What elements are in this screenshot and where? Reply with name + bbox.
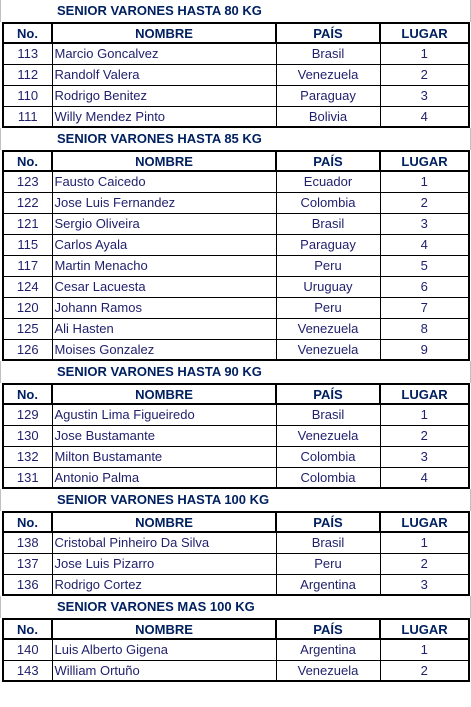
table-row <box>3 213 469 234</box>
athlete-country: Venezuela <box>276 425 380 446</box>
athlete-place: 2 <box>380 192 469 213</box>
athlete-place: 2 <box>380 660 469 681</box>
header-pais: PAÍS <box>276 151 380 171</box>
athlete-country: Brasil <box>276 43 380 64</box>
results-table <box>2 383 470 489</box>
section-title: SENIOR VARONES MAS 100 KG <box>0 596 471 618</box>
header-nombre: NOMBRE <box>52 512 276 532</box>
header-no: No. <box>3 619 52 639</box>
athlete-name: Rodrigo Cortez <box>52 574 276 595</box>
athlete-country: Brasil <box>276 213 380 234</box>
athlete-place: 2 <box>380 425 469 446</box>
header-pais: PAÍS <box>276 23 380 43</box>
athlete-place: 1 <box>380 43 469 64</box>
athlete-number: 131 <box>3 467 52 488</box>
athlete-number: 136 <box>3 574 52 595</box>
table-row <box>3 318 469 339</box>
athlete-name: William Ortuño <box>52 660 276 681</box>
table-row <box>3 171 469 192</box>
athlete-name: Sergio Oliveira <box>52 213 276 234</box>
athlete-name: Cesar Lacuesta <box>52 276 276 297</box>
header-lugar: LUGAR <box>380 512 469 532</box>
header-nombre: NOMBRE <box>52 384 276 404</box>
header-lugar: LUGAR <box>380 23 469 43</box>
athlete-name: Willy Mendez Pinto <box>52 106 276 127</box>
table-row <box>3 43 469 64</box>
athlete-number: 112 <box>3 64 52 85</box>
header-nombre: NOMBRE <box>52 619 276 639</box>
table-row <box>3 234 469 255</box>
athlete-country: Brasil <box>276 404 380 425</box>
athlete-number: 120 <box>3 297 52 318</box>
header-no: No. <box>3 384 52 404</box>
athlete-country: Peru <box>276 255 380 276</box>
athlete-country: Venezuela <box>276 318 380 339</box>
table-row <box>3 660 469 681</box>
athlete-number: 110 <box>3 85 52 106</box>
athlete-number: 143 <box>3 660 52 681</box>
athlete-name: Johann Ramos <box>52 297 276 318</box>
header-no: No. <box>3 512 52 532</box>
table-row <box>3 467 469 488</box>
athlete-country: Uruguay <box>276 276 380 297</box>
table-row <box>3 192 469 213</box>
athlete-name: Martin Menacho <box>52 255 276 276</box>
header-row <box>3 619 469 639</box>
athlete-country: Venezuela <box>276 339 380 360</box>
header-no: No. <box>3 151 52 171</box>
athlete-number: 129 <box>3 404 52 425</box>
athlete-place: 3 <box>380 85 469 106</box>
athlete-name: Ali Hasten <box>52 318 276 339</box>
table-row <box>3 532 469 553</box>
table-row <box>3 446 469 467</box>
header-row <box>3 151 469 171</box>
header-pais: PAÍS <box>276 619 380 639</box>
athlete-country: Colombia <box>276 192 380 213</box>
athlete-number: 137 <box>3 553 52 574</box>
athlete-place: 2 <box>380 553 469 574</box>
athlete-place: 2 <box>380 64 469 85</box>
table-row <box>3 404 469 425</box>
section-title: SENIOR VARONES HASTA 80 KG <box>0 0 471 22</box>
results-table <box>2 22 470 128</box>
athlete-name: Jose Luis Pizarro <box>52 553 276 574</box>
table-row <box>3 276 469 297</box>
table-row <box>3 64 469 85</box>
athlete-place: 1 <box>380 171 469 192</box>
results-table <box>2 150 470 361</box>
athlete-country: Argentina <box>276 574 380 595</box>
athlete-country: Colombia <box>276 467 380 488</box>
section-title: SENIOR VARONES HASTA 90 KG <box>0 361 471 383</box>
athlete-name: Luis Alberto Gigena <box>52 639 276 660</box>
header-nombre: NOMBRE <box>52 151 276 171</box>
athlete-number: 125 <box>3 318 52 339</box>
athlete-place: 5 <box>380 255 469 276</box>
header-row <box>3 23 469 43</box>
athlete-country: Paraguay <box>276 234 380 255</box>
athlete-number: 126 <box>3 339 52 360</box>
table-row <box>3 574 469 595</box>
header-nombre: NOMBRE <box>52 23 276 43</box>
athlete-number: 132 <box>3 446 52 467</box>
athlete-place: 1 <box>380 532 469 553</box>
athlete-number: 121 <box>3 213 52 234</box>
table-row <box>3 639 469 660</box>
athlete-name: Randolf Valera <box>52 64 276 85</box>
athlete-country: Colombia <box>276 446 380 467</box>
athlete-place: 4 <box>380 467 469 488</box>
athlete-place: 3 <box>380 574 469 595</box>
section-title: SENIOR VARONES HASTA 85 KG <box>0 128 471 150</box>
athlete-name: Marcio Goncalvez <box>52 43 276 64</box>
athlete-place: 1 <box>380 404 469 425</box>
athlete-number: 117 <box>3 255 52 276</box>
athlete-number: 115 <box>3 234 52 255</box>
athlete-name: Milton Bustamante <box>52 446 276 467</box>
header-row <box>3 512 469 532</box>
athlete-country: Peru <box>276 553 380 574</box>
header-lugar: LUGAR <box>380 151 469 171</box>
athlete-country: Venezuela <box>276 660 380 681</box>
athlete-country: Brasil <box>276 532 380 553</box>
athlete-number: 130 <box>3 425 52 446</box>
header-row <box>3 384 469 404</box>
header-lugar: LUGAR <box>380 619 469 639</box>
athlete-name: Agustin Lima Figueiredo <box>52 404 276 425</box>
athlete-place: 8 <box>380 318 469 339</box>
table-row <box>3 106 469 127</box>
athlete-number: 113 <box>3 43 52 64</box>
athlete-number: 124 <box>3 276 52 297</box>
athlete-name: Jose Bustamante <box>52 425 276 446</box>
athlete-number: 111 <box>3 106 52 127</box>
athlete-place: 7 <box>380 297 469 318</box>
athlete-number: 138 <box>3 532 52 553</box>
results-table <box>2 511 470 596</box>
table-row <box>3 297 469 318</box>
athlete-name: Cristobal Pinheiro Da Silva <box>52 532 276 553</box>
athlete-country: Ecuador <box>276 171 380 192</box>
athlete-number: 122 <box>3 192 52 213</box>
athlete-country: Argentina <box>276 639 380 660</box>
athlete-country: Peru <box>276 297 380 318</box>
athlete-number: 140 <box>3 639 52 660</box>
athlete-name: Jose Luis Fernandez <box>52 192 276 213</box>
table-row <box>3 85 469 106</box>
athlete-place: 3 <box>380 446 469 467</box>
athlete-name: Rodrigo Benitez <box>52 85 276 106</box>
athlete-country: Venezuela <box>276 64 380 85</box>
table-row <box>3 553 469 574</box>
athlete-country: Bolivia <box>276 106 380 127</box>
header-no: No. <box>3 23 52 43</box>
results-table <box>2 618 470 682</box>
athlete-place: 9 <box>380 339 469 360</box>
athlete-number: 123 <box>3 171 52 192</box>
athlete-name: Antonio Palma <box>52 467 276 488</box>
athlete-country: Paraguay <box>276 85 380 106</box>
header-pais: PAÍS <box>276 512 380 532</box>
athlete-place: 1 <box>380 639 469 660</box>
athlete-place: 4 <box>380 234 469 255</box>
athlete-place: 3 <box>380 213 469 234</box>
athlete-name: Fausto Caicedo <box>52 171 276 192</box>
table-row <box>3 255 469 276</box>
athlete-name: Moises Gonzalez <box>52 339 276 360</box>
table-row <box>3 425 469 446</box>
athlete-place: 4 <box>380 106 469 127</box>
section-title: SENIOR VARONES HASTA 100 KG <box>0 489 471 511</box>
header-pais: PAÍS <box>276 384 380 404</box>
table-row <box>3 339 469 360</box>
athlete-place: 6 <box>380 276 469 297</box>
header-lugar: LUGAR <box>380 384 469 404</box>
athlete-name: Carlos Ayala <box>52 234 276 255</box>
